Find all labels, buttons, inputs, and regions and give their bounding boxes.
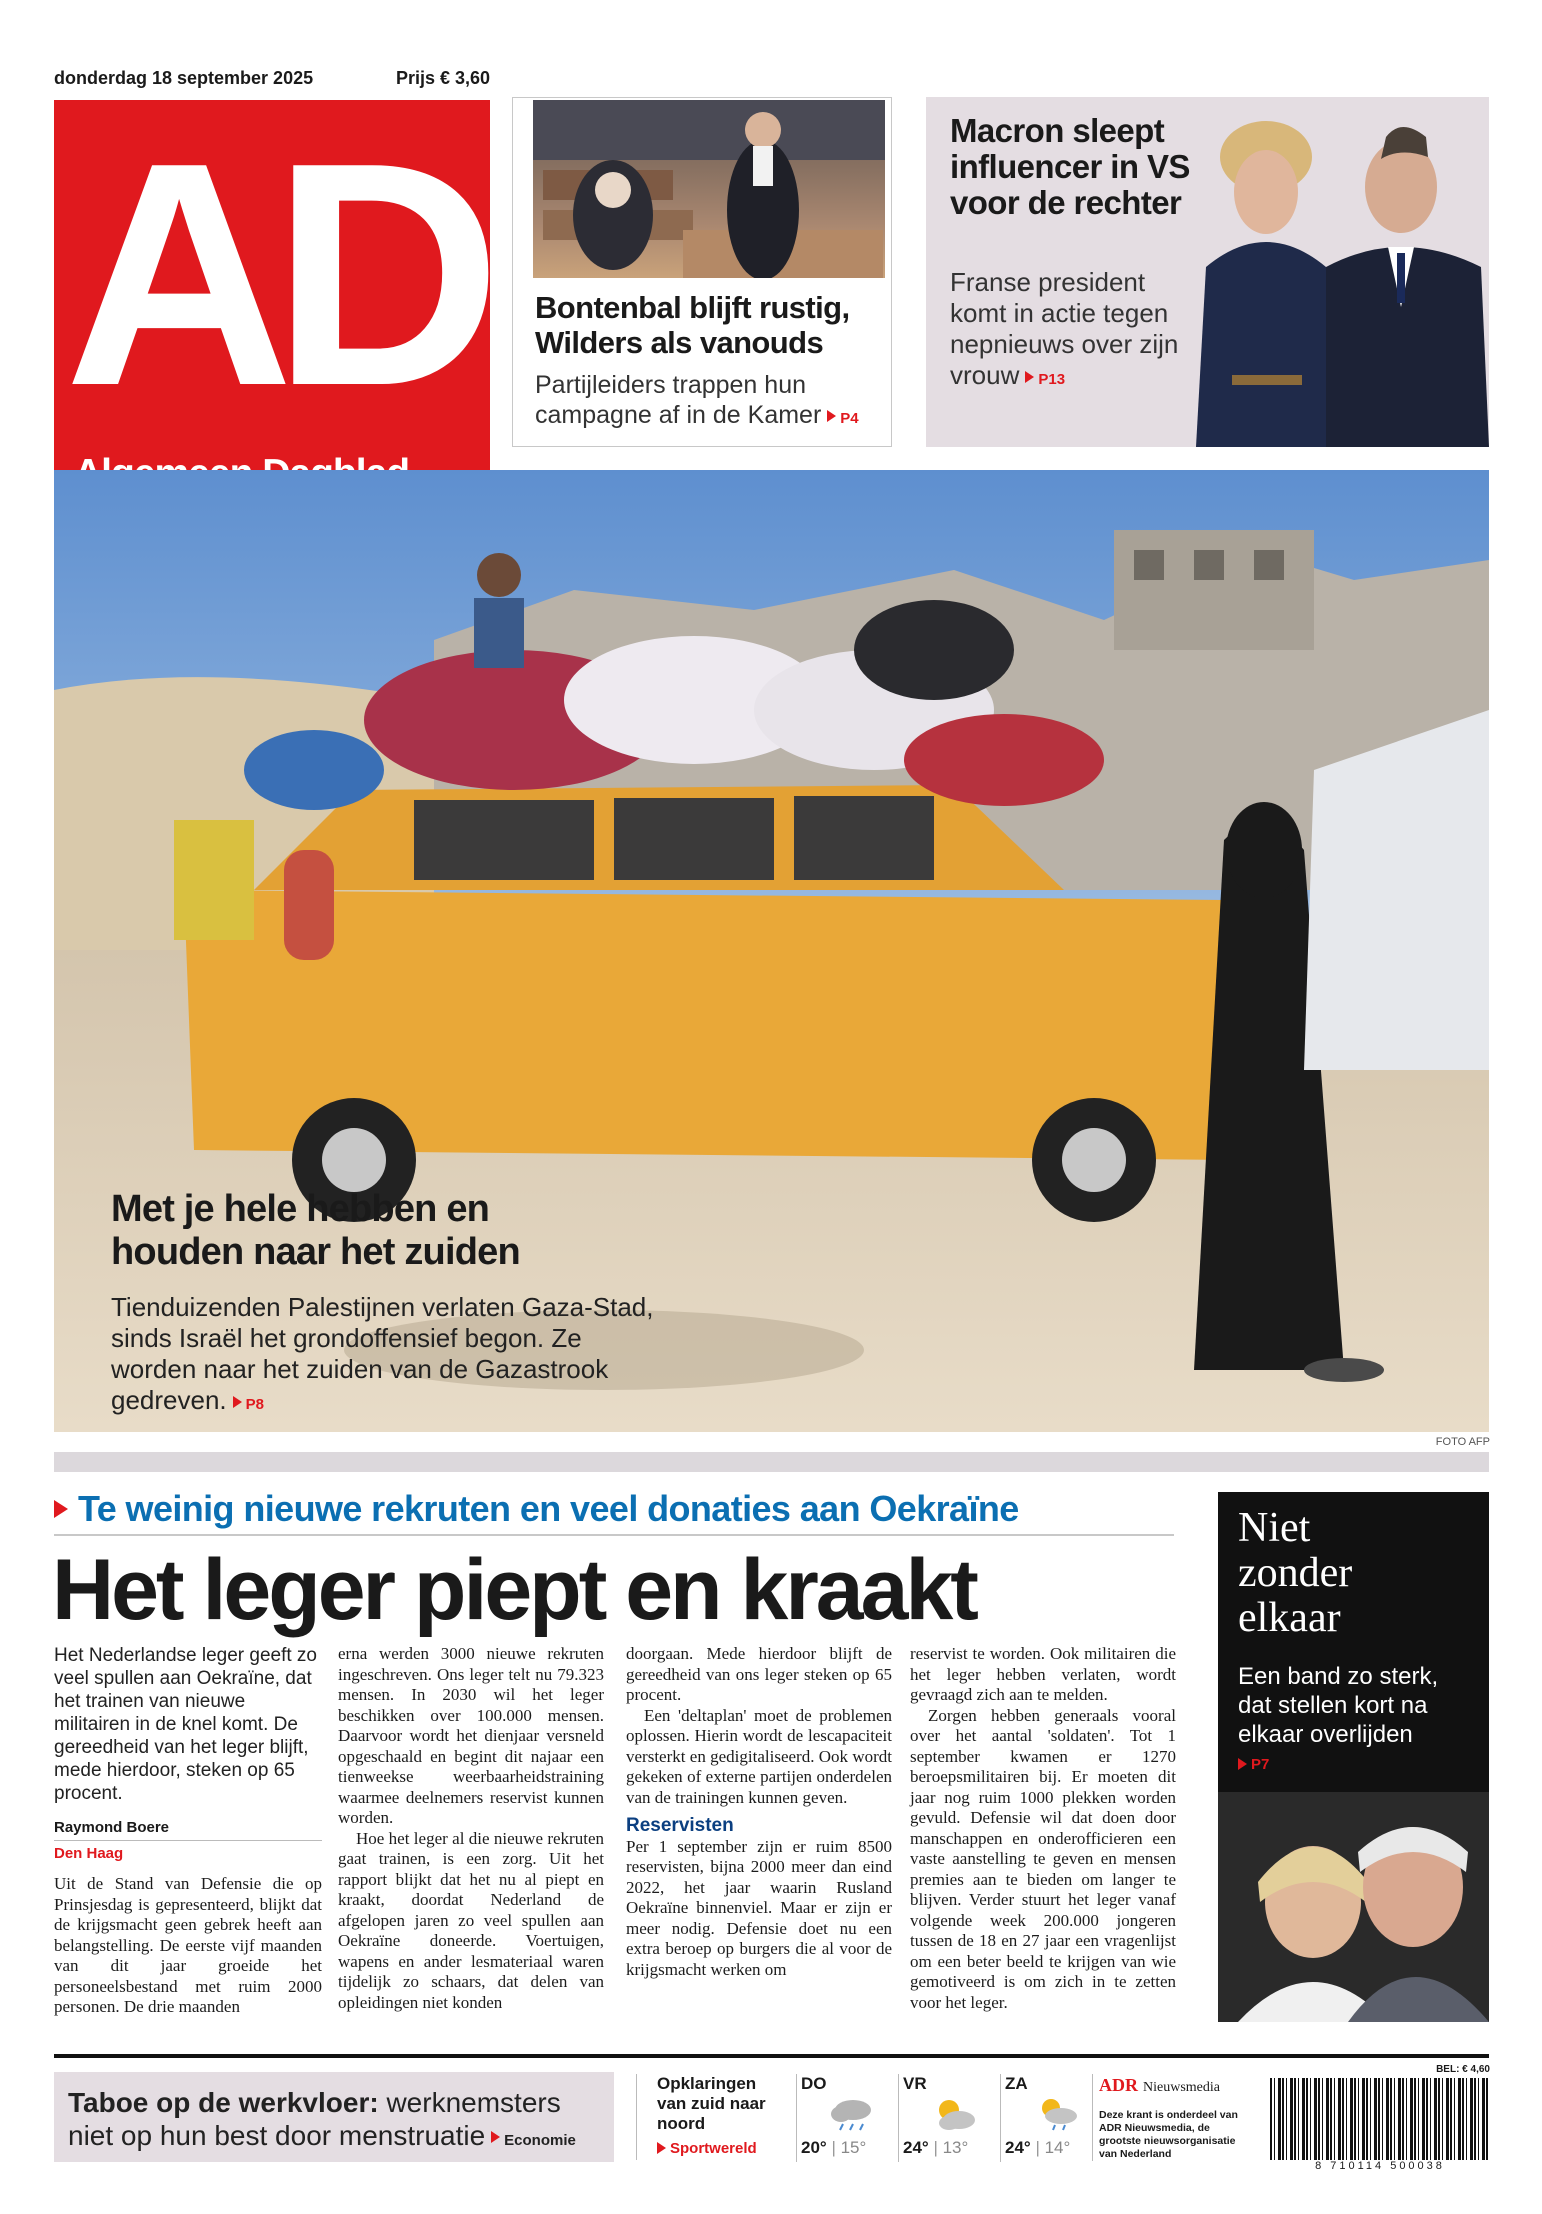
page-ref-arrow-icon: [233, 1396, 242, 1408]
politics-subhead: [535, 370, 885, 434]
weather-temps: 24° | 13°: [903, 2138, 969, 2157]
side-story-subhead: Een band zo sterk, dat stellen kort na elkaar overlijden: [1238, 1663, 1439, 1748]
col-3-paragraph-1: doorgaan. Mede hierdoor blijft de gereedheid van ons leger steken op 65 procent.: [626, 1644, 892, 1704]
publisher-logo-mark: ADR: [1099, 2075, 1138, 2095]
weather-temps: 20° | 15°: [801, 2138, 867, 2157]
hero-page-ref: P8: [245, 1396, 265, 1413]
publisher-block: [1092, 2074, 1242, 2161]
weather-ref-text: Sportwereld: [670, 2140, 757, 2157]
weather-ref: [657, 2140, 787, 2158]
sun-cloud-icon: [929, 2096, 979, 2132]
publisher-logo: [1099, 2074, 1242, 2099]
hero-headline: Met je hele hebben en houden naar het zuiden: [111, 1188, 520, 1273]
kicker-underline: [54, 1534, 1174, 1536]
rain-cloud-icon: [827, 2096, 877, 2132]
main-story-kicker: [54, 1488, 1174, 1530]
weather-max: 24°: [1005, 2138, 1031, 2157]
logo-letters: AD: [64, 97, 480, 452]
teaser-box-macron[interactable]: [926, 97, 1489, 447]
page-ref-arrow-icon: [657, 2142, 666, 2154]
col-2-paragraph-2: Hoe het leger al die nieuwe rekruten gaat trainen, is een zorg. Uit het rapport blijkt dat het nu al piept en kraakt, doordat Nederland de afgelopen jaren zo veel spullen aan Oekraïne doneerde. Voertuigen, wapens en ander lesmateriaal waren tijdelijk zo schaars, dat delen van opleidingen niet konden: [338, 1828, 604, 2012]
page-ref-arrow-icon: [827, 410, 836, 422]
side-story-page-ref: P7: [1251, 1756, 1270, 1773]
macron-couple-photo: [1176, 97, 1489, 447]
kicker-text: Te weinig nieuwe rekruten en veel donaties aan Oekraïne: [78, 1488, 1019, 1529]
col-4-paragraph-1: reservist te worden. Ook militairen die het leger hebben verlaten, wordt gevraagd zich aan te melden.: [910, 1644, 1176, 1704]
weather-temps: 24° | 14°: [1005, 2138, 1071, 2157]
kicker-arrow-icon: [54, 1500, 68, 1518]
main-story-intro: Het Nederlandse leger geeft zo veel spullen aan Oekraïne, dat het trainen van nieuwe militairen in de knel komt. De gereedheid van het leger blijft, mede hierdoor, steken op 65 procent.: [54, 1645, 317, 1804]
page-ref-arrow-icon: [491, 2131, 500, 2143]
weather-min: 15°: [840, 2138, 867, 2157]
macron-subhead: [950, 267, 1190, 395]
col-3-paragraph-2: Een 'deltaplan' moet de problemen oplossen. Hierin wordt de lescapaciteit versterkt en gedigitaliseerd. Ook wordt gekeken of externe partijen onderdelen van de trainingen kunnen geven.: [626, 1705, 892, 1807]
weather-day-do: [796, 2074, 890, 2162]
hero-subhead: [111, 1292, 671, 1420]
main-story-col-2: [338, 1644, 604, 2013]
parliament-photo: [533, 100, 885, 278]
bel-price: BEL: € 4,60: [1436, 2064, 1490, 2075]
side-story-headline: Niet zonder elkaar: [1238, 1505, 1353, 1641]
byline-location: Den Haag: [54, 1845, 124, 1862]
publisher-logo-name: Nieuwsmedia: [1143, 2080, 1220, 2095]
main-story-col-4: [910, 1644, 1176, 2013]
politics-subhead-text: Partijleiders trappen hun campagne af in de Kamer: [535, 371, 822, 429]
side-story-box[interactable]: [1218, 1492, 1489, 2022]
byline-divider: [54, 1840, 322, 1841]
side-story-ref: [1232, 1756, 1269, 1774]
weather-divider: [636, 2074, 637, 2160]
economy-teaser-bold: Taboe op de werkvloer:: [68, 2087, 379, 2118]
economy-teaser-text: [68, 2086, 608, 2157]
weather-summary: Opklaringen van zuid naar noord: [657, 2074, 766, 2133]
weather-day-label: ZA: [1005, 2074, 1028, 2093]
col-1-body: [54, 1874, 322, 2018]
col-1-paragraph: Uit de Stand van Defensie die op Prinsjesdag is gepresenteerd, blijkt dat de krijgsmacht geen gebrek heeft aan belangstelling. De eerste vijf maanden van dit jaar groeide het personeelsbestand met ruim 2000 personen. De drie maanden: [54, 1874, 322, 2016]
main-story-col-1: [54, 1644, 322, 2018]
politics-headline: Bontenbal blijft rustig, Wilders als vanouds: [535, 290, 850, 360]
weather-day-label: VR: [903, 2074, 927, 2093]
macron-subhead-text: Franse president komt in actie tegen nepnieuws over zijn vrouw: [950, 267, 1179, 390]
politics-page-ref: P4: [840, 410, 859, 427]
weather-max: 20°: [801, 2138, 827, 2157]
col-3-paragraph-3: Per 1 september zijn er ruim 8500 reservisten, bijna 2000 meer dan eind 2022, het jaar waarin Rusland Oekraïne binnenviel. Maar er zijn er meer nodig. Defensie doet nu een extra beroep op burgers die al voor de krijgsmacht werken om: [626, 1836, 892, 1979]
main-story-headline: Het leger piept en kraakt: [52, 1542, 976, 1638]
issue-price: Prijs € 3,60: [396, 68, 491, 88]
publisher-text: Deze krant is onderdeel van ADR Nieuwsmedia, de grootste nieuwsorganisatie van Nederland: [1099, 2109, 1238, 2160]
macron-page-ref: P13: [1038, 371, 1066, 388]
footer-rule: [54, 2054, 1489, 2058]
section-divider: [54, 1452, 1489, 1472]
weather-min: 14°: [1044, 2138, 1071, 2157]
economy-teaser-ref: Economie: [504, 2132, 576, 2149]
weather-day-vr: [898, 2074, 992, 2162]
teaser-box-politics[interactable]: [512, 97, 892, 447]
elderly-couple-photo: [1218, 1792, 1489, 2022]
sun-rain-icon: [1031, 2096, 1081, 2132]
weather-min: 13°: [942, 2138, 969, 2157]
hero-subhead-text: Tienduizenden Palestijnen verlaten Gaza-Stad, sinds Israël het grondoffensief begon. Ze worden naar het zuiden van de Gazastrook gedreven.: [111, 1292, 654, 1415]
col-2-paragraph-1: erna werden 3000 nieuwe rekruten ingeschreven. Ons leger telt nu 79.323 mensen. In 2030 wil het leger beschikken over 100.000 mensen. Daarvoor wordt het dienjaar versneld opgeschaald en begint dit najaar een tienweekse weerbaarheidstraining waarmee deelnemers reservist kunnen worden.: [338, 1644, 604, 1827]
page-ref-arrow-icon: [1025, 371, 1034, 383]
economy-teaser[interactable]: [54, 2072, 614, 2162]
page-ref-arrow-icon: [1238, 1758, 1247, 1770]
weather-forecast-text: [657, 2074, 787, 2158]
main-story-col-3: [626, 1644, 892, 1980]
byline-author: Raymond Boere: [54, 1819, 170, 1836]
col-4-paragraph-2: Zorgen hebben generaals vooral over het aantal 'soldaten'. Tot 1 september kwamen er 1270 beroepsmilitairen bij. Er moeten dit jaar nog ruim 1000 plekken worden gevuld. Defensie wil dat doen door manschappen en onderofficieren een vaste aanstelling te geven en mensen premies aan te bieden om langer te blijven. Verder stuurt het leger vanaf volgende week 200.000 jongeren tussen de 18 en 27 jaar een vragenlijst om een beter beeld te krijgen van wie gemotiveerd is om zich in te zetten voor het leger.: [910, 1705, 1176, 2012]
macron-headline: Macron sleept influencer in VS voor de rechter: [950, 112, 1190, 221]
economy-teaser-rest: werknemsters niet op hun best door menstruatie: [68, 2087, 561, 2151]
weather-day-za: [1000, 2074, 1094, 2162]
issue-date: donderdag 18 september 2025: [54, 68, 314, 88]
photo-credit: FOTO AFP: [1435, 1436, 1490, 1448]
hero-photo-gaza: [54, 470, 1489, 1432]
weather-max: 24°: [903, 2138, 929, 2157]
weather-day-label: DO: [801, 2074, 827, 2093]
col-3-subhead: Reservisten: [626, 1815, 734, 1836]
barcode: [1270, 2078, 1490, 2170]
barcode-number: 8 710114 500038: [1270, 2160, 1490, 2172]
